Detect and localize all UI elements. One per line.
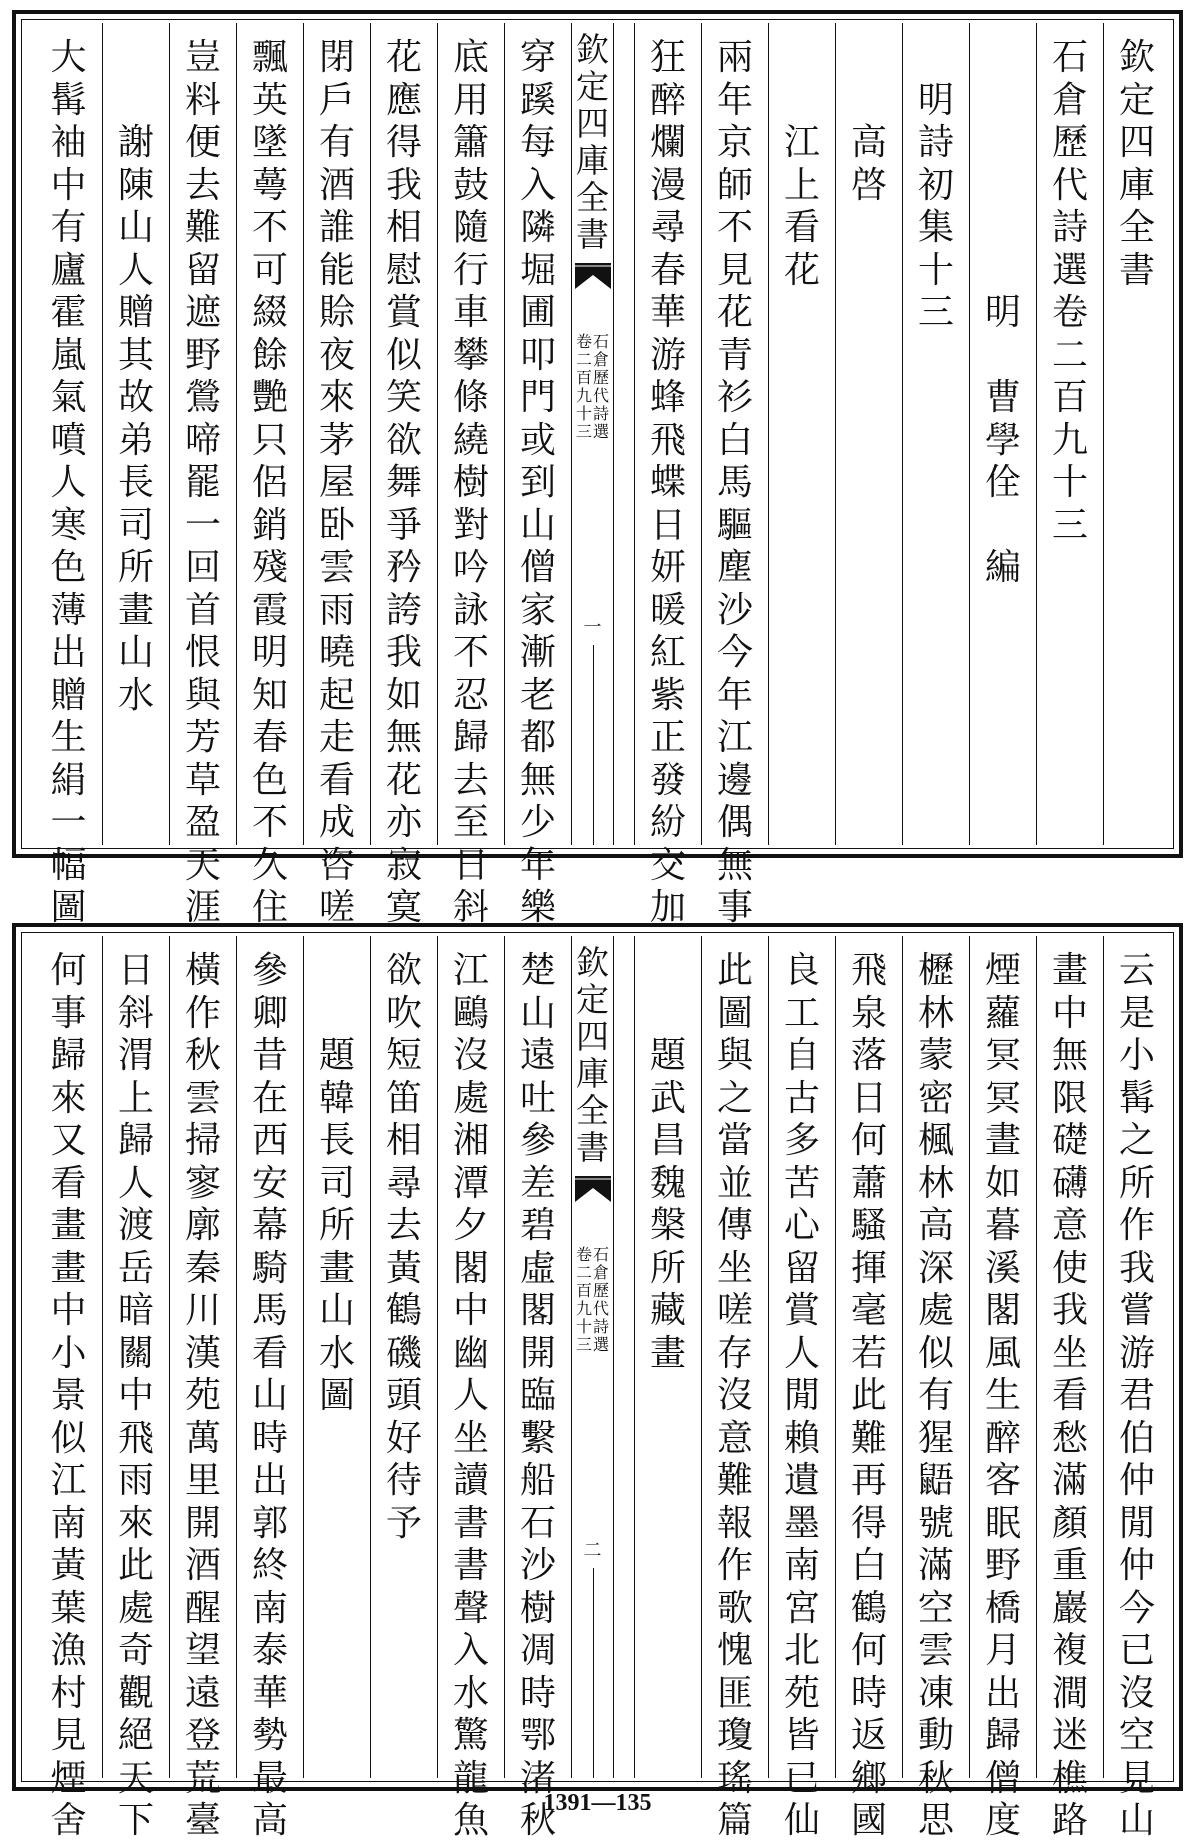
text-column: 云 是 小 髯 之 所 作 我 嘗 游 君 伯 仲 閒 仲 今 已 沒 空 見 山: [1103, 936, 1170, 1778]
text-column: 欲 吹 短 笛 相 尋 去 黃 鶴 磯 頭 好 待 予: [370, 936, 437, 1778]
text-column: 何 事 歸 來 又 看 畫 畫 中 小 景 似 江 南 黃 葉 漁 村 見 煙 舍: [50, 950, 87, 1841]
text-column: 豈 料 便 去 難 留 遮 野 鶯 啼 罷 一 回 首 恨 與 芳 草 盈 天 涯: [169, 23, 236, 845]
text-column: 橫 作 秋 雲 掃 寥 廓 秦 川 漢 苑 萬 里 開 酒 醒 望 遠 登 荒 臺: [169, 936, 236, 1778]
gutter-volume-number: 卷 二 百 九 十 三: [576, 332, 593, 441]
bottom-left-columns: [25, 936, 571, 1841]
text-column: 畫 中 無 限 礎 礴 意 使 我 坐 看 愁 滿 顏 重 巖 複 澗 迷 樵 路: [1036, 936, 1103, 1778]
text-column: 江 上 看 花: [768, 23, 835, 845]
fishtail-mark-icon: [575, 263, 611, 289]
text-column: 穿 蹊 每 入 隣 堀 圃 叩 門 或 到 山 僧 家 漸 老 都 無 少 年 樂: [504, 23, 571, 845]
text-column: 此 圖 與 之 當 並 傳 坐 嗟 存 沒 意 難 報 作 歌 愧 匪 瓊 瑤 篇: [701, 936, 768, 1778]
gutter-title: 欽 定 四 庫 全 書: [576, 943, 609, 1167]
text-column: 底 用 簫 鼓 隨 行 車 攀 條 繞 樹 對 吟 詠 不 忍 歸 去 至 日 斜: [437, 23, 504, 845]
gutter-center-line: [593, 645, 594, 845]
text-column: 楚 山 遠 吐 參 差 碧 虛 閣 開 臨 繫 船 石 沙 樹 凋 時 鄂 渚 秋: [504, 936, 571, 1778]
text-column: 閉 戶 有 酒 誰 能 賒 夜 來 茅 屋 卧 雲 雨 曉 起 走 看 成 咨 嗟: [303, 23, 370, 845]
text-column: 日 斜 渭 上 歸 人 渡 岳 暗 關 中 飛 雨 來 此 處 奇 觀 絕 天 下: [102, 936, 169, 1778]
text-column: 飛 泉 落 日 何 蕭 騷 揮 毫 若 此 難 再 得 白 鶴 何 時 返 鄉 國: [835, 936, 902, 1778]
text-column: 兩 年 京 師 不 見 花 青 衫 白 馬 驅 塵 沙 今 年 江 邊 偶 無 事: [701, 23, 768, 845]
text-column: 題 韓 長 司 所 畫 山 水 圖: [303, 936, 370, 1778]
gutter-center-line: [593, 1568, 594, 1778]
text-column: 煙 蘿 冥 冥 晝 如 暮 溪 閣 風 生 醉 客 眠 野 橋 月 出 歸 僧 度: [969, 936, 1036, 1778]
text-column: 良 工 自 古 多 苦 心 留 賞 人 閒 賴 遺 墨 南 宮 北 苑 皆 已 仙: [768, 936, 835, 1778]
text-column: 明 曹 學 佺 編: [969, 23, 1036, 845]
text-column: 題 武 昌 魏 槃 所 藏 畫: [634, 936, 701, 1778]
top-page: [12, 10, 1183, 928]
text-column: 花 應 得 我 相 慰 賞 似 笑 欲 舞 爭 矜 誇 我 如 無 花 亦 寂 寞: [370, 23, 437, 845]
text-column: 欽 定 四 庫 全 書: [1103, 23, 1170, 845]
gutter-title: 欽 定 四 庫 全 書: [576, 30, 609, 254]
gutter-page-number: 一: [583, 617, 602, 638]
text-column: 石 倉 歷 代 詩 選 卷 二 百 九 十 三: [1036, 23, 1103, 845]
gutter-page-number: 二: [583, 1540, 602, 1561]
bottom-center-gutter: [571, 936, 614, 1778]
fishtail-mark-icon: [575, 1176, 611, 1202]
top-right-columns: [567, 23, 1170, 928]
top-left-columns: [25, 23, 571, 928]
text-column: 參 卿 昔 在 西 安 幕 騎 馬 看 山 時 出 郭 終 南 泰 華 勢 最 高: [236, 936, 303, 1778]
top-center-gutter: [571, 23, 614, 845]
text-column: 大 髯 袖 中 有 廬 霍 嵐 氣 噴 人 寒 色 薄 出 贈 生 絹 一 幅 圖: [50, 37, 87, 928]
footer-page-number: 1391—135: [543, 1790, 652, 1816]
text-column: 狂 醉 爛 漫 尋 春 華 游 蜂 飛 蝶 日 妍 暖 紅 紫 正 發 紛 交 加: [634, 23, 701, 845]
text-column: 高 啓: [835, 23, 902, 845]
text-column: 謝 陳 山 人 贈 其 故 弟 長 司 所 畫 山 水: [102, 23, 169, 845]
gutter-volume-title: 石 倉 歷 代 詩 選: [592, 1245, 609, 1354]
text-column: 飄 英 墜 蕚 不 可 綴 餘 艷 只 侶 銷 殘 霞 明 知 春 色 不 久 住: [236, 23, 303, 845]
gutter-volume-number: 卷 二 百 九 十 三: [576, 1245, 593, 1354]
text-column: 明 詩 初 集 十 三: [902, 23, 969, 845]
text-column: 江 鷗 沒 處 湘 潭 夕 閣 中 幽 人 坐 讀 書 書 聲 入 水 驚 龍 魚: [437, 936, 504, 1778]
gutter-volume-title: 石 倉 歷 代 詩 選: [592, 332, 609, 441]
text-column: 櫪 林 蒙 密 楓 林 高 深 處 似 有 猩 鼯 號 滿 空 雲 凍 動 秋 思: [902, 936, 969, 1778]
